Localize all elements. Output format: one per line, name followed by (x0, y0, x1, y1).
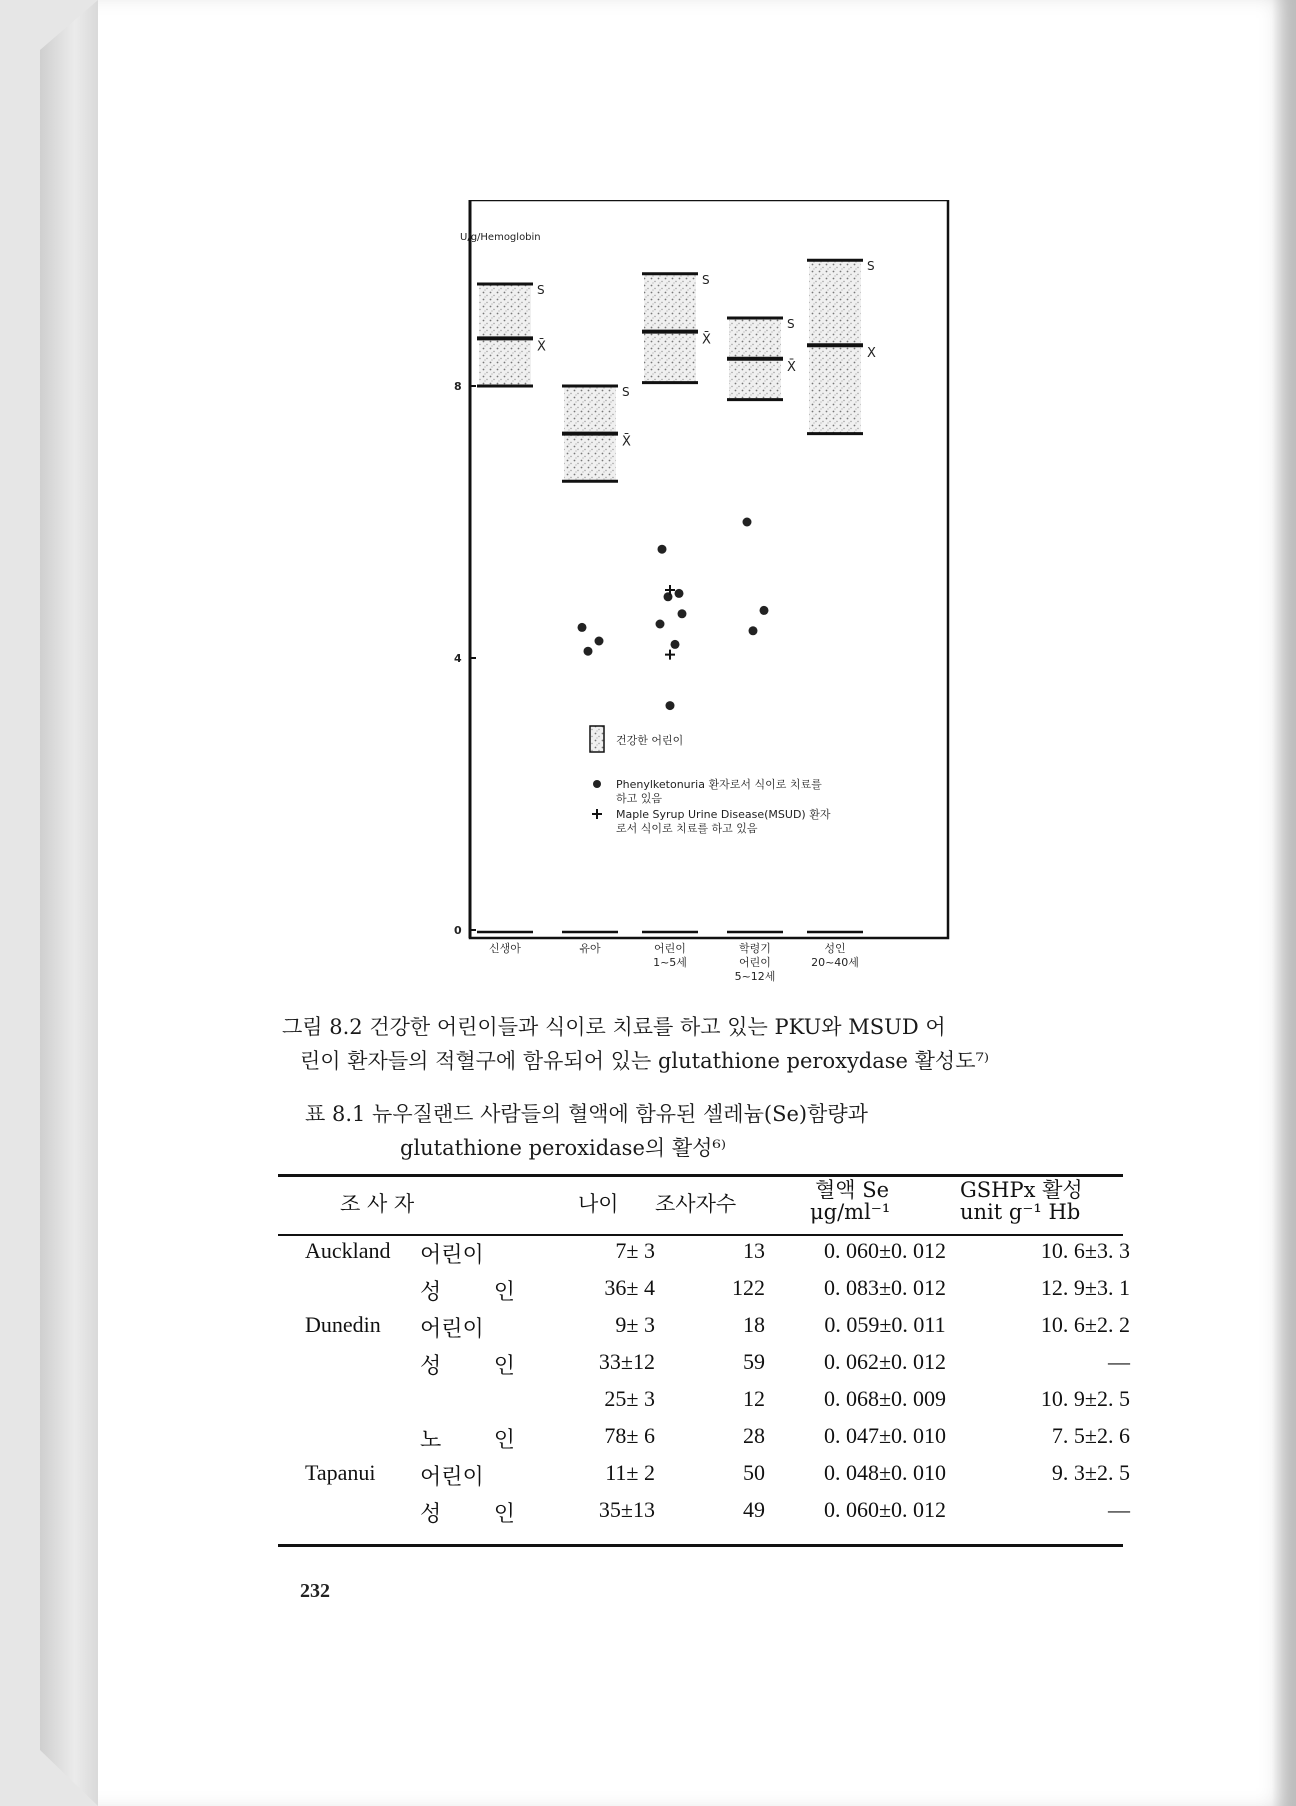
legend-label: Phenylketonuria 환자로서 식이로 치료를 (616, 778, 822, 791)
page-shadow-edge (1272, 0, 1296, 1806)
row-se: 0. 068±0. 009 (823, 1386, 947, 1411)
pku-point (595, 637, 604, 646)
legend-label-line-2: 로서 식이로 치료를 하고 있음 (616, 822, 758, 835)
legend-label: Maple Syrup Urine Disease(MSUD) 환자 (616, 808, 831, 821)
row-se: 0. 059±0. 011 (824, 1312, 946, 1337)
header-subjects: 조사자수 (655, 1192, 737, 1216)
row-subjects: 13 (743, 1238, 765, 1263)
row-gshpx: — (1108, 1497, 1130, 1522)
category-label: 어린이 (739, 956, 771, 969)
header-se: 혈액 Se (815, 1178, 890, 1202)
row-subjects: 122 (732, 1275, 765, 1300)
book-spine-edge (40, 0, 98, 1806)
row-se: 0. 060±0. 012 (823, 1238, 947, 1263)
row-gshpx: 9. 3±2. 5 (1051, 1460, 1130, 1485)
legend-label-line-2: 하고 있음 (616, 792, 663, 805)
selenium-table (280, 1170, 1130, 1534)
legend-box-symbol (590, 726, 604, 752)
category-label: 5~12세 (734, 970, 776, 983)
healthy-range-box (644, 274, 696, 383)
row-se: 0. 047±0. 010 (823, 1423, 947, 1448)
row-age: 36± 4 (604, 1275, 655, 1300)
table-row (280, 1312, 1130, 1349)
table-header (280, 1170, 1125, 1230)
header-gshpx-unit: unit g⁻¹ Hb (960, 1200, 1081, 1224)
pku-point (656, 620, 665, 629)
y-tick-label: 8 (454, 380, 462, 393)
mean-label: X̄ (787, 359, 796, 375)
y-tick-label: 0 (454, 924, 462, 937)
category-label: 20~40세 (811, 956, 859, 969)
legend-label: 건강한 어린이 (616, 734, 684, 747)
page-number: 232 (300, 1580, 330, 1602)
table-row (280, 1497, 1130, 1534)
table-row (280, 1349, 1130, 1386)
row-subjects: 49 (743, 1497, 765, 1522)
mean-label: X̄ (537, 339, 546, 355)
row-city: Dunedin (305, 1312, 381, 1337)
sd-label: S (867, 259, 875, 274)
header-investigator: 조 사 자 (340, 1192, 415, 1216)
category-label: 1~5세 (653, 956, 687, 969)
row-subjects: 50 (743, 1460, 765, 1485)
row-group: 성 인 (420, 1279, 515, 1304)
row-se: 0. 048±0. 010 (823, 1460, 947, 1485)
row-subjects: 59 (743, 1349, 765, 1374)
mean-label: X̄ (702, 332, 711, 348)
row-se: 0. 083±0. 012 (823, 1275, 947, 1300)
figure-caption (282, 1010, 1142, 1078)
sd-label: S (622, 385, 630, 399)
row-age: 11± 2 (605, 1460, 655, 1485)
category-label: 학령기 (739, 942, 771, 955)
row-gshpx: 12. 9±3. 1 (1040, 1275, 1130, 1300)
pku-point (743, 518, 752, 527)
header-gshpx: GSHPx 활성 (960, 1178, 1083, 1202)
category-label: 어린이 (654, 942, 686, 955)
table-title (305, 1097, 1105, 1165)
sd-label: S (787, 317, 795, 331)
category-label: 성인 (824, 942, 846, 955)
row-gshpx: 10. 6±2. 2 (1040, 1312, 1130, 1337)
sd-label: S (702, 272, 710, 287)
pku-point (760, 606, 769, 615)
row-gshpx: — (1108, 1349, 1130, 1374)
y-tick-label: 4 (454, 652, 462, 665)
row-subjects: 12 (743, 1386, 765, 1411)
legend-dot-symbol (593, 780, 601, 788)
row-age: 9± 3 (615, 1312, 655, 1337)
row-group: 성 인 (420, 1353, 515, 1378)
row-gshpx: 7. 5±2. 6 (1051, 1423, 1130, 1448)
y-axis-label: U/g/Hemoglobin (460, 232, 541, 243)
table-bottom-rule (278, 1544, 1123, 1547)
row-group: 성 인 (420, 1501, 515, 1526)
pku-point (675, 589, 684, 598)
row-se: 0. 060±0. 012 (823, 1497, 947, 1522)
pku-point (578, 623, 587, 632)
row-age: 25± 3 (604, 1386, 655, 1411)
gshpx-activity-chart (440, 200, 960, 1000)
mean-label: X (867, 346, 876, 362)
header-age: 나이 (578, 1192, 619, 1216)
row-group: 어린이 (420, 1242, 484, 1267)
header-se-unit: μg/ml⁻¹ (810, 1200, 891, 1224)
table-title-line-1: 표 8.1 뉴우질랜드 사람들의 혈액에 함유된 셀레늄(Se)함량과 (305, 1102, 868, 1126)
category-label: 신생아 (489, 942, 521, 955)
legend-plus-symbol (592, 809, 602, 819)
pku-point (658, 545, 667, 554)
pku-point (749, 626, 758, 635)
row-group: 어린이 (420, 1464, 484, 1489)
row-gshpx: 10. 6±3. 3 (1040, 1238, 1130, 1263)
row-se: 0. 062±0. 012 (823, 1349, 947, 1374)
row-city: Tapanui (305, 1460, 376, 1485)
row-subjects: 28 (743, 1423, 765, 1448)
row-group: 노 인 (420, 1427, 515, 1452)
table-row (280, 1386, 1130, 1423)
pku-point (584, 647, 593, 656)
table-row (280, 1423, 1130, 1460)
table-row (280, 1275, 1130, 1312)
pku-point (671, 640, 680, 649)
row-age: 35±13 (598, 1497, 655, 1522)
figure-caption-line-2: 린이 환자들의 적혈구에 함유되어 있는 glutathione peroxydase 활성도⁷⁾ (300, 1049, 990, 1073)
table-row (280, 1238, 1130, 1275)
pku-point (666, 701, 675, 710)
pku-point (678, 609, 687, 618)
pku-point (664, 592, 673, 601)
table-title-line-2: glutathione peroxidase의 활성⁶⁾ (400, 1136, 726, 1160)
table-row (280, 1460, 1130, 1497)
row-city: Auckland (305, 1238, 391, 1263)
row-group: 어린이 (420, 1316, 484, 1341)
row-age: 33±12 (598, 1349, 655, 1374)
msud-point (665, 650, 675, 660)
row-subjects: 18 (743, 1312, 765, 1337)
row-age: 78± 6 (604, 1423, 655, 1448)
row-age: 7± 3 (615, 1238, 655, 1263)
figure-caption-line-1: 그림 8.2 건강한 어린이들과 식이로 치료를 하고 있는 PKU와 MSUD 어 (282, 1015, 946, 1039)
healthy-range-box (479, 284, 531, 386)
table-body (280, 1230, 1130, 1534)
category-label: 유아 (579, 942, 601, 955)
mean-label: X̄ (622, 434, 631, 450)
row-gshpx: 10. 9±2. 5 (1040, 1386, 1130, 1411)
sd-label: S (537, 283, 545, 297)
